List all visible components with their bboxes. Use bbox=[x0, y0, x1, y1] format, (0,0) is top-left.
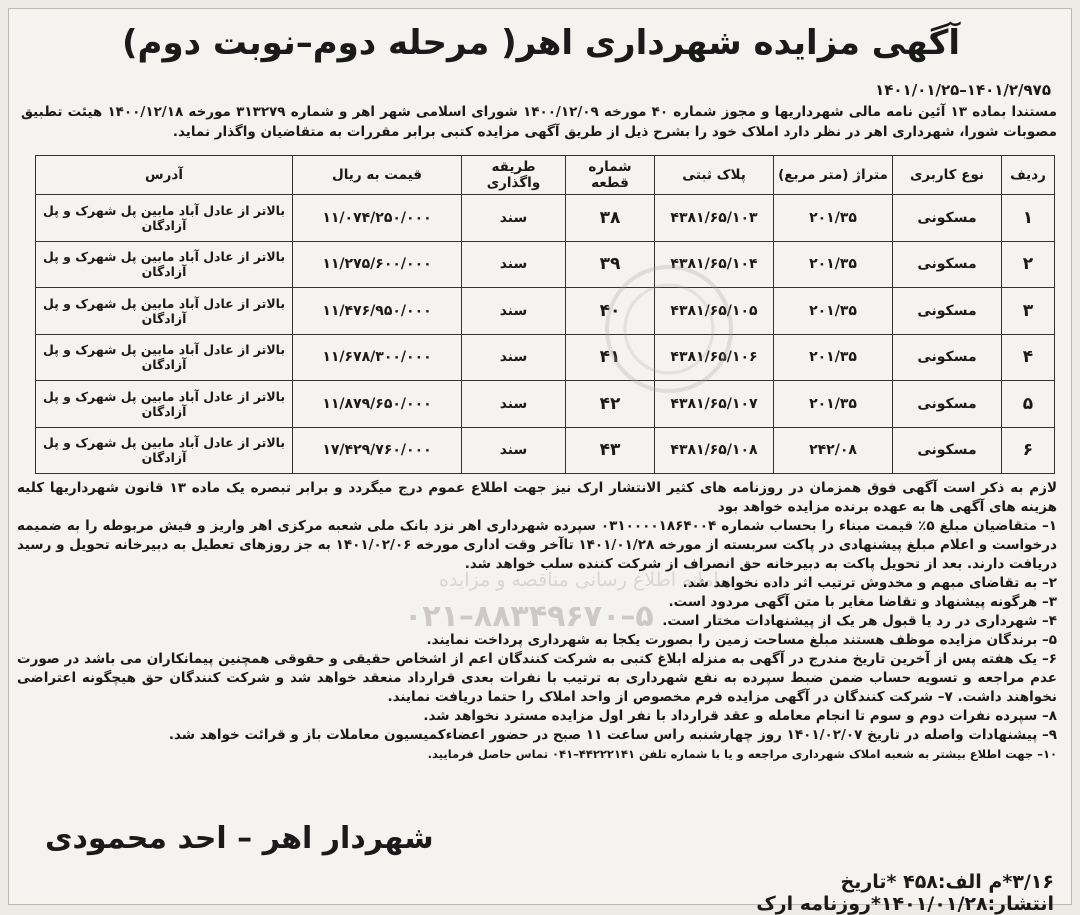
table-row bbox=[36, 241, 1055, 288]
cell-plaque: ۴۳۸۱/۶۵/۱۰۴ bbox=[655, 241, 774, 288]
cell-row-number: ۱ bbox=[1002, 195, 1055, 242]
cell-usage: مسکونی bbox=[893, 195, 1002, 242]
cell-address: بالاتر از عادل آباد مابین پل شهرک و پل آزادگان bbox=[36, 427, 293, 474]
cell-transfer: سند bbox=[462, 427, 566, 474]
table-row bbox=[36, 334, 1055, 381]
table-header-row bbox=[36, 156, 1055, 195]
condition-1: ۱– متقاضیان مبلغ ۵٪ قیمت مبناء را بحساب شماره ۰۳۱۰۰۰۰۱۸۶۴۰۰۴ سپرده شهرداری اهر نزد بانک ملی شعبه مرکزی اهر واریز و فیش مربوطه را به ضمیمه درخواست و اعلام مبلغ پیشنهادی در پاکت سربسته از مورخه ۱۴۰۱/۰۱/۲۸ تاآخر وقت اداری مورخه ۱۴۰۱/۰۲/۰۶ به جز روزهای تعطیل به دبیرخانه تحویل و رسید دریافت دارند. بعد از تحویل پاکت به دبیرخانه حق انصراف از شرکت کننده سلب خواهد شد. bbox=[17, 518, 1057, 572]
condition-5: ۵– برندگان مزایده موظف هستند مبلغ مساحت زمین را بصورت یکجا به شهرداری پرداخت نمایند. bbox=[426, 632, 1057, 648]
conditions-text bbox=[17, 479, 1057, 764]
cell-transfer: سند bbox=[462, 381, 566, 428]
header-transfer: طریقه واگذاری bbox=[462, 156, 566, 195]
watermark-phone: ۰۲۱–۸۸۳۴۹۶۷۰–۵ bbox=[404, 599, 654, 634]
cell-price: ۱۱/۶۷۸/۳۰۰/۰۰۰ bbox=[293, 334, 462, 381]
cell-plaque: ۴۳۸۱/۶۵/۱۰۳ bbox=[655, 195, 774, 242]
cell-row-number: ۶ bbox=[1002, 427, 1055, 474]
cell-address: بالاتر از عادل آباد مابین پل شهرک و پل آزادگان bbox=[36, 334, 293, 381]
condition-9: ۹– پیشنهادات واصله در تاریخ ۱۴۰۱/۰۲/۰۷ روز چهارشنبه راس ساعت ۱۱ صبح در حضور اعضاءکمیسیون معاملات باز و قرائت خواهد شد. bbox=[168, 727, 1057, 743]
condition-6-7: ۶– یک هفته پس از آخرین تاریخ مندرج در آگهی به منزله ابلاغ کتبی به شرکت کنندگان اعم از اشخاص حقیقی و حقوقی همچنین پیمانکاران می باشد در صورت عدم مراجعه و تسویه حساب ضمن ضبط سپرده به نفع شهرداری به ترتیب با نفرات بعدی قرارداد منعقد خواهد شد و شرکت کنندگان حق هیچگونه اعتراضی نخواهند داشت. ۷– شرکت کنندگان در آگهی مزایده فرم مخصوص از واحد املاک را حتما دریافت نمایند. bbox=[17, 651, 1057, 705]
cell-area: ۲۰۱/۳۵ bbox=[774, 334, 893, 381]
mayor-signature: شهردار اهر – احد محمودی bbox=[45, 821, 434, 856]
cell-lot: ۴۲ bbox=[566, 381, 655, 428]
header-area: متراژ (متر مربع) bbox=[774, 156, 893, 195]
table-row bbox=[36, 381, 1055, 428]
cell-plaque: ۴۳۸۱/۶۵/۱۰۵ bbox=[655, 288, 774, 335]
condition-2: ۲– به تقاضای مبهم و مخدوش ترتیب اثر داده نخواهد شد. bbox=[682, 575, 1057, 591]
condition-10: ۱۰– جهت اطلاع بیشتر به شعبه املاک شهرداری مراجعه و یا با شماره تلفن ۴۴۲۲۲۱۴۱–۰۴۱ تماس حاصل فرمایید. bbox=[427, 747, 1057, 761]
table-row bbox=[36, 427, 1055, 474]
reference-number: ۱۴۰۱/۲/۹۷۵–۱۴۰۱/۰۱/۲۵ bbox=[875, 81, 1051, 99]
cell-plaque: ۴۳۸۱/۶۵/۱۰۶ bbox=[655, 334, 774, 381]
cell-address: بالاتر از عادل آباد مابین پل شهرک و پل آزادگان bbox=[36, 195, 293, 242]
condition-8: ۸– سپرده نفرات دوم و سوم تا انجام معامله و عقد قرارداد با نفر اول مزایده مسترد نخواهد شد. bbox=[423, 708, 1057, 724]
cell-plaque: ۴۳۸۱/۶۵/۱۰۸ bbox=[655, 427, 774, 474]
condition-3: ۳– هرگونه پیشنهاد و تقاضا مغایر با متن آگهی مردود است. bbox=[668, 594, 1057, 610]
cell-address: بالاتر از عادل آباد مابین پل شهرک و پل آزادگان bbox=[36, 288, 293, 335]
header-usage: نوع کاربری bbox=[893, 156, 1002, 195]
header-row-number: ردیف bbox=[1002, 156, 1055, 195]
cell-row-number: ۵ bbox=[1002, 381, 1055, 428]
cell-area: ۲۰۱/۳۵ bbox=[774, 381, 893, 428]
header-lot: شماره قطعه bbox=[566, 156, 655, 195]
header-plaque: پلاک ثبتی bbox=[655, 156, 774, 195]
intro-paragraph: مستندا بماده ۱۳ آئین نامه مالی شهرداریها و مجوز شماره ۴۰ مورخه ۱۴۰۰/۱۲/۰۹ شورای اسلامی شهر اهر و شماره ۳۱۳۲۷۹ مورخه ۱۴۰۰/۱۲/۱۸ هیئت تطبیق مصوبات شورا، شهرداری اهر در نظر دارد املاک خود را بشرح ذیل از طریق آگهی مزایده کتبی برابر مقررات به متقاضیان واگذار نماید. bbox=[21, 104, 1057, 140]
cell-area: ۲۰۱/۳۵ bbox=[774, 288, 893, 335]
cell-row-number: ۲ bbox=[1002, 241, 1055, 288]
cell-usage: مسکونی bbox=[893, 334, 1002, 381]
cell-price: ۱۷/۴۲۹/۷۶۰/۰۰۰ bbox=[293, 427, 462, 474]
cell-transfer: سند bbox=[462, 241, 566, 288]
cell-row-number: ۴ bbox=[1002, 334, 1055, 381]
cell-lot: ۴۳ bbox=[566, 427, 655, 474]
cell-transfer: سند bbox=[462, 288, 566, 335]
cell-area: ۲۴۲/۰۸ bbox=[774, 427, 893, 474]
cell-lot: ۳۸ bbox=[566, 195, 655, 242]
cell-lot: ۳۹ bbox=[566, 241, 655, 288]
newspaper-clipping bbox=[8, 8, 1072, 915]
cell-plaque: ۴۳۸۱/۶۵/۱۰۷ bbox=[655, 381, 774, 428]
cell-usage: مسکونی bbox=[893, 381, 1002, 428]
cell-row-number: ۳ bbox=[1002, 288, 1055, 335]
cell-transfer: سند bbox=[462, 334, 566, 381]
header-address: آدرس bbox=[36, 156, 293, 195]
cell-usage: مسکونی bbox=[893, 427, 1002, 474]
header-price: قیمت به ریال bbox=[293, 156, 462, 195]
cell-price: ۱۱/۴۷۶/۹۵۰/۰۰۰ bbox=[293, 288, 462, 335]
notice-title: آگهی مزایده شهرداری اهر( مرحله دوم–نوبت دوم) bbox=[122, 23, 960, 63]
watermark-text: سامانه اطلاع رسانی مناقصه و مزایده bbox=[439, 569, 736, 591]
cell-area: ۲۰۱/۳۵ bbox=[774, 241, 893, 288]
cell-price: ۱۱/۸۷۹/۶۵۰/۰۰۰ bbox=[293, 381, 462, 428]
properties-table bbox=[35, 155, 1055, 474]
cell-lot: ۴۰ bbox=[566, 288, 655, 335]
cell-price: ۱۱/۲۷۵/۶۰۰/۰۰۰ bbox=[293, 241, 462, 288]
cell-address: بالاتر از عادل آباد مابین پل شهرک و پل آزادگان bbox=[36, 381, 293, 428]
cell-lot: ۴۱ bbox=[566, 334, 655, 381]
table-row bbox=[36, 195, 1055, 242]
cell-usage: مسکونی bbox=[893, 288, 1002, 335]
table-row bbox=[36, 288, 1055, 335]
cell-address: بالاتر از عادل آباد مابین پل شهرک و پل آزادگان bbox=[36, 241, 293, 288]
paragraph-note: لازم به ذکر است آگهی فوق همزمان در روزنامه های کثیر الانتشار ارک نیز جهت اطلاع عموم درج میگردد و برابر تبصره یک ماده ۱۳ قانون شهرداریها کلیه هزینه های آگهی ها به عهده برنده مزایده خواهد بود bbox=[17, 480, 1057, 515]
condition-4: ۴– شهرداری در رد یا قبول هر یک از پیشنهادات مختار است. bbox=[662, 613, 1057, 629]
cell-usage: مسکونی bbox=[893, 241, 1002, 288]
cell-area: ۲۰۱/۳۵ bbox=[774, 195, 893, 242]
cell-price: ۱۱/۰۷۴/۲۵۰/۰۰۰ bbox=[293, 195, 462, 242]
cell-transfer: سند bbox=[462, 195, 566, 242]
faint-stamp-watermark bbox=[594, 249, 744, 409]
publication-footer: ۳/۱۶*م الف:۴۵۸ *تاریخ انتشار:۱۴۰۱/۰۱/۲۸*روزنامه ارک bbox=[756, 871, 1054, 915]
